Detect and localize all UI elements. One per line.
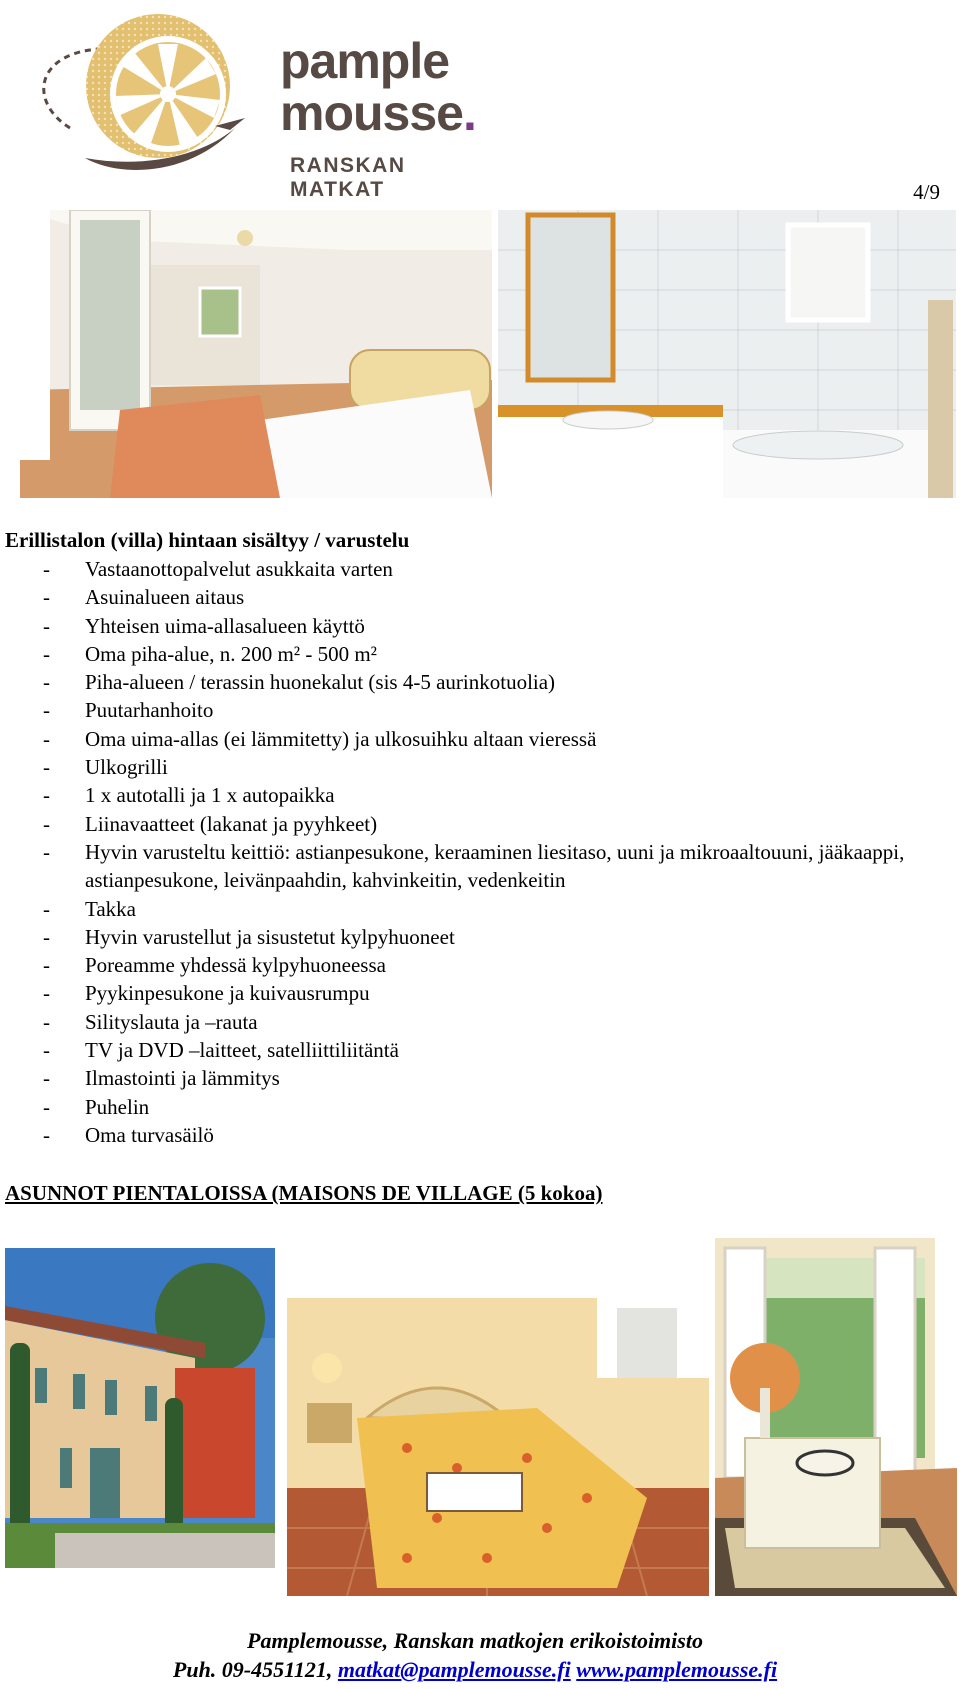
brand-tagline: RANSKAN MATKAT: [290, 154, 406, 201]
feature-item: [0, 668, 950, 696]
feature-text: Vastaanottopalvelut asukkaita varten: [85, 557, 393, 581]
village-house-bedroom-photo: [287, 1298, 709, 1596]
feature-text: Piha-alueen / terassin huonekalut (sis 4-5 aurinkotuolia): [85, 670, 556, 695]
feature-text: Hyvin varustellut ja sisustetut kylpyhuoneet: [85, 924, 455, 949]
bullet-dash: -: [43, 585, 50, 610]
bullet-dash: -: [43, 1009, 50, 1034]
feature-text: Liinavaatteet (lakanat ja pyyhkeet): [85, 811, 378, 836]
bullet-dash: -: [43, 557, 50, 581]
footer-contact-line: [0, 1657, 950, 1683]
village-house-exterior-photo: [5, 1248, 275, 1568]
villa-feature-list: [0, 555, 950, 1149]
feature-text: Hyvin varusteltu keittiö: astianpesukone, keraaminen liesitaso, uuni ja mikroaaltouuni, jääkaappi, astianpesukone, leivänpaahdin, kahvinkeitin, vedenkeitin: [85, 839, 905, 893]
feature-item: [0, 640, 950, 668]
bullet-dash: -: [43, 811, 50, 836]
bullet-dash: -: [43, 1094, 50, 1119]
footer-email-link[interactable]: matkat@pamplemousse.fi: [337, 1657, 571, 1682]
bullet-dash: -: [43, 1066, 50, 1091]
feature-item: [0, 810, 950, 838]
villa-bedroom-photo: [20, 210, 492, 498]
brand-dot: .: [462, 85, 476, 141]
feature-text: Ilmastointi ja lämmitys: [85, 1066, 280, 1091]
brand-word-2: mousse.: [280, 85, 476, 141]
villa-section-heading: Erillistalon (villa) hintaan sisältyy / varustelu: [5, 528, 410, 552]
feature-item: [0, 612, 950, 640]
feature-item: [0, 979, 950, 1007]
bullet-dash: -: [43, 1122, 50, 1147]
footer-phone: Puh. 09-4551121,: [172, 1657, 333, 1682]
bullet-dash: -: [43, 698, 50, 723]
feature-item: [0, 923, 950, 951]
bullet-dash: -: [43, 924, 50, 949]
feature-item: [0, 725, 950, 753]
company-logo: [30, 8, 490, 201]
feature-item: [0, 555, 950, 583]
bullet-dash: -: [43, 670, 50, 695]
feature-item: [0, 895, 950, 923]
village-house-living-room-photo: [715, 1238, 957, 1596]
feature-text: Silityslauta ja –rauta: [85, 1009, 258, 1034]
bullet-dash: -: [43, 755, 50, 780]
brand-name: [280, 33, 490, 202]
feature-text: Ulkogrilli: [85, 755, 168, 780]
feature-text: Yhteisen uima-allasalueen käyttö: [85, 613, 365, 638]
feature-item: [0, 838, 950, 895]
bullet-dash: -: [43, 613, 50, 638]
bullet-dash: -: [43, 1038, 50, 1063]
feature-item: [0, 753, 950, 781]
bullet-dash: -: [43, 953, 50, 978]
footer-company-line: Pamplemousse, Ranskan matkojen erikoistoimisto: [247, 1628, 703, 1653]
bullet-dash: -: [43, 896, 50, 921]
villa-bathroom-photo: [498, 210, 956, 498]
feature-text: Takka: [85, 896, 137, 921]
feature-text: Oma piha-alue, n. 200 m² - 500 m²: [85, 641, 377, 666]
feature-text: Poreamme yhdessä kylpyhuoneessa: [85, 953, 386, 978]
feature-text: 1 x autotalli ja 1 x autopaikka: [85, 783, 335, 808]
feature-text: Oma turvasäilö: [85, 1122, 214, 1147]
feature-item: [0, 1008, 950, 1036]
feature-text: Oma uima-allas (ei lämmitetty) ja ulkosuihku altaan vieressä: [85, 726, 597, 751]
footer-website-link[interactable]: www.pamplemousse.fi: [576, 1657, 778, 1682]
grapefruit-logo-icon: [30, 8, 270, 183]
page-number: 4/9: [913, 180, 940, 204]
feature-item: [0, 696, 950, 724]
bullet-dash: -: [43, 783, 50, 808]
village-section-heading: ASUNNOT PIENTALOISSA (MAISONS DE VILLAGE (5 kokoa): [5, 1181, 603, 1205]
feature-item: [0, 583, 950, 611]
feature-item: [0, 1093, 950, 1121]
feature-item: [0, 1121, 950, 1149]
bullet-dash: -: [43, 641, 50, 666]
bullet-dash: -: [43, 839, 50, 864]
feature-item: [0, 1036, 950, 1064]
bullet-dash: -: [43, 726, 50, 751]
feature-text: Asuinalueen aitaus: [85, 585, 245, 610]
feature-text: Pyykinpesukone ja kuivausrumpu: [85, 981, 370, 1006]
feature-item: [0, 781, 950, 809]
feature-item: [0, 1064, 950, 1092]
feature-text: Puutarhanhoito: [85, 698, 214, 723]
brand-word-1: pample: [280, 33, 450, 89]
feature-text: Puhelin: [85, 1094, 150, 1119]
bullet-dash: -: [43, 981, 50, 1006]
feature-text: TV ja DVD –laitteet, satelliittiliitäntä: [85, 1038, 399, 1063]
feature-item: [0, 951, 950, 979]
